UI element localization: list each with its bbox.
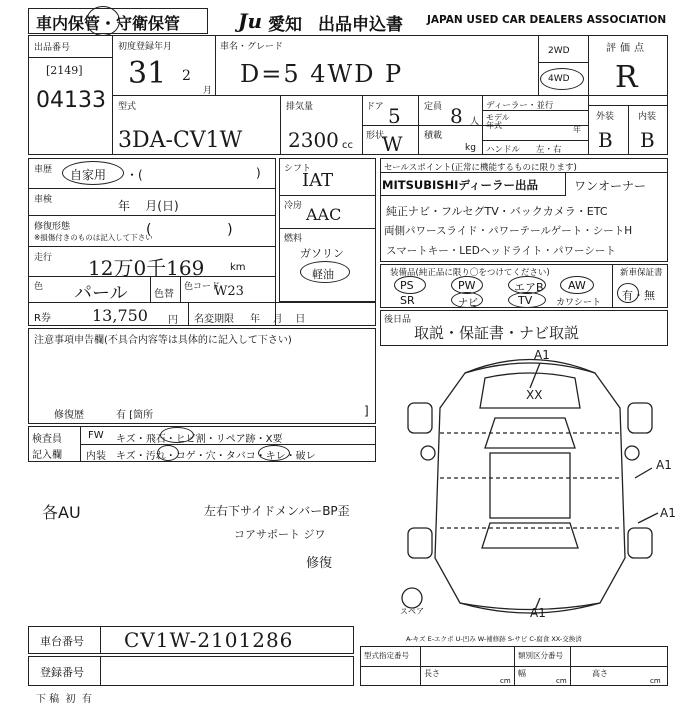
sales-line2: 両側パワースライド・パワーテールゲート・シートH [384,225,633,237]
warranty-label: 新車保証書 [620,268,663,278]
storage-circle [86,6,120,36]
model-grade-label: 車名・グレード [220,42,284,52]
cooler-value: AAC [306,205,342,224]
drive-4wd-circle [540,68,584,90]
mark-front: A1 [534,348,550,362]
sales-label: セールスポイント(正常に機能するものに限ります) [384,163,577,173]
ju-logo-icon: Ju [238,9,263,33]
exterior-label: 外装 [596,112,615,122]
equip-airbag: エアB [514,281,544,294]
length-unit: cm [500,677,511,685]
handwritten-3: コアサポート ジワ [234,528,326,541]
displacement-value: 2300 [288,128,339,152]
first-reg-month: 2 [182,68,191,84]
color-code-value: W23 [214,284,244,299]
last-row: 下 稿 初 有 [36,694,92,705]
chassis-label: 車台番号 [40,635,84,648]
mileage-label: 走行 [34,253,53,263]
storage-label: 車内保管・守衛保管 [36,14,181,33]
equip-aw-circle [560,276,594,294]
width-unit: cm [556,677,567,685]
displacement-label: 排気量 [286,102,314,112]
mileage-value: 12万0千169 [88,256,205,280]
model-year-unit: 年 [573,125,581,134]
shift-value: IAT [302,170,334,191]
fuel-label: 燃料 [284,234,303,244]
interior-value: B [640,128,655,152]
fw-circle [160,427,194,443]
model-year-label: モデル年式 [486,113,510,130]
color-swap-label: 色替 [154,289,174,300]
repair-history-value: 有 [箇所 [116,410,154,421]
handwritten-2: 左右下サイドメンバーBP歪 [204,504,350,518]
class-label: 類別区分番号 [518,651,563,660]
equip-pw: PW [458,279,476,292]
mark-right1: A1 [656,458,672,472]
spare-label: スペア [400,607,424,616]
fuel-diesel: 軽油 [312,268,334,281]
exterior-value: B [598,128,613,152]
dealer-stamp-box [380,172,566,196]
capacity-unit: 人 [470,117,480,127]
equip-ps: PS [400,279,414,292]
meigi-value: 年 月 日 [250,314,306,325]
repair-label: 修復形態 [34,222,71,232]
repair-bracket: ( ) [146,222,233,238]
door-label: ドア [366,102,384,112]
eval-label: 評価点 [606,43,648,54]
mark-right2: A1 [660,506,676,520]
legend: A-キズ E-エクボ U-凹み W-補修跡 S-サビ C-腐食 XX-交換済 [406,635,582,643]
mark-xx: XX [526,388,543,402]
fw-items: キズ・飛石・ヒビ割・リペア跡・X要 [116,434,283,445]
interior-circle-2 [258,445,290,461]
shaken-value: 年 月(日) [118,199,179,213]
interior-label: 内装 [638,112,657,122]
drive-4wd: 4WD [548,74,570,84]
recycle-unit: 円 [168,315,178,326]
type-label: 型式 [118,102,137,112]
type-value: 3DA-CV1W [118,128,243,153]
shape-label: 形状 [366,131,385,141]
cooler-label: 冷房 [284,201,303,211]
load-unit: kg [465,143,476,153]
handle-value: 左・右 [536,145,562,155]
doc-title: 出品申込書 [318,15,403,35]
eval-value: R [615,60,638,95]
shift-label: シフト [284,164,312,174]
type-cert-label: 型式指定番号 [364,651,409,660]
after-label: 後日品 [384,315,412,325]
lot-label: 出品番号 [34,43,71,53]
interior-insp-label: 内装 [86,451,106,462]
handwritten-1: 各AU [42,503,81,522]
drive-2wd: 2WD [548,46,570,56]
history-label: 車歴 [34,165,53,175]
recycle-value: 13,750 [92,306,148,325]
capacity-value: 8 [450,104,463,128]
equip-sr: SR [400,294,415,307]
reg-label: 登録番号 [40,666,84,679]
repair-note: ※損傷付きのものは記入して下さい [34,233,153,242]
one-owner: ワンオーナー [574,179,647,193]
first-reg-year: 31 [128,56,167,91]
equip-tv-circle [508,292,546,308]
sales-line1: 純正ナビ・フルセグTV・バックカメラ・ETC [386,205,608,218]
meigi-ext [276,302,376,326]
color-label: 色 [34,282,44,292]
attention-label: 注意事項申告欄(不具合内容等は具体的に記入して下さい) [34,335,292,346]
mark-rear: A1 [530,606,546,620]
org-name: 愛知 [268,15,302,35]
capacity-label: 定員 [424,102,443,112]
month-unit: 月 [203,86,213,96]
equip-navi-circle [451,292,483,308]
interior-circle-1 [157,445,179,461]
handle-label: ハンドル [486,145,521,155]
dealer-stamp: MITSUBISHIディーラー出品 [382,178,538,192]
interior-insp-items: キズ・汚れ・コゲ・穴・タバコ・キレ・破レ [116,451,316,462]
color-code-label: 色コード [184,282,221,292]
fuel-diesel-circle [300,261,350,283]
repair-history-label: 修復歴 [54,410,84,421]
first-reg-label: 初度登録年月 [118,42,173,52]
entry-label: 記入欄 [32,450,62,461]
after-value: 取説・保証書・ナビ取説 [414,324,580,342]
history-circle [62,161,124,185]
equip-ps-circle [394,276,426,294]
equipment-label: 装備品(純正品に限り〇をつけてください) [390,268,550,278]
history-close-paren: ) [256,166,261,180]
fuel-gas: ガソリン [300,247,344,260]
mileage-unit: km [230,262,246,273]
inspector-label: 検査員 [32,434,62,445]
lot-small: [2149] [46,64,83,77]
dealer-label: ディーラー・並行 [486,101,554,111]
history-paren: ・( [126,168,143,182]
equip-navi: ナビ [458,298,478,309]
warranty-circle [617,283,639,303]
equip-seat: カワシート [556,298,602,308]
lot-number: 04133 [36,88,106,113]
recycle-label: R券 [34,313,51,324]
displacement-unit: cc [342,140,353,151]
chassis-value: CV1W-2101286 [124,628,294,652]
door-value: 5 [388,104,401,128]
load-label: 積載 [424,131,443,141]
association-name: JAPAN USED CAR DEALERS ASSOCIATION [427,14,667,26]
meigi-label: 名変期限 [194,314,234,325]
equip-tv: TV [518,294,533,307]
sales-line3: スマートキー・LEDヘッドライト・パワーシート [386,245,616,257]
model-grade-value: D=5 4WD P [240,60,404,88]
color-value: パール [74,283,128,304]
history-value: 自家用 [70,168,107,182]
height-label: 高さ [592,669,608,678]
width-label: 幅 [518,669,526,678]
equip-aw: AW [568,279,586,292]
shape-value: W [382,132,403,156]
warranty-value: 有・無 [622,289,655,302]
shaken-label: 車検 [34,195,53,205]
repair-history-close: ] [364,404,369,418]
length-label: 長さ [424,669,440,678]
handwritten-4: 修復 [306,556,333,571]
height-unit: cm [650,677,661,685]
fw-label: FW [88,430,104,441]
